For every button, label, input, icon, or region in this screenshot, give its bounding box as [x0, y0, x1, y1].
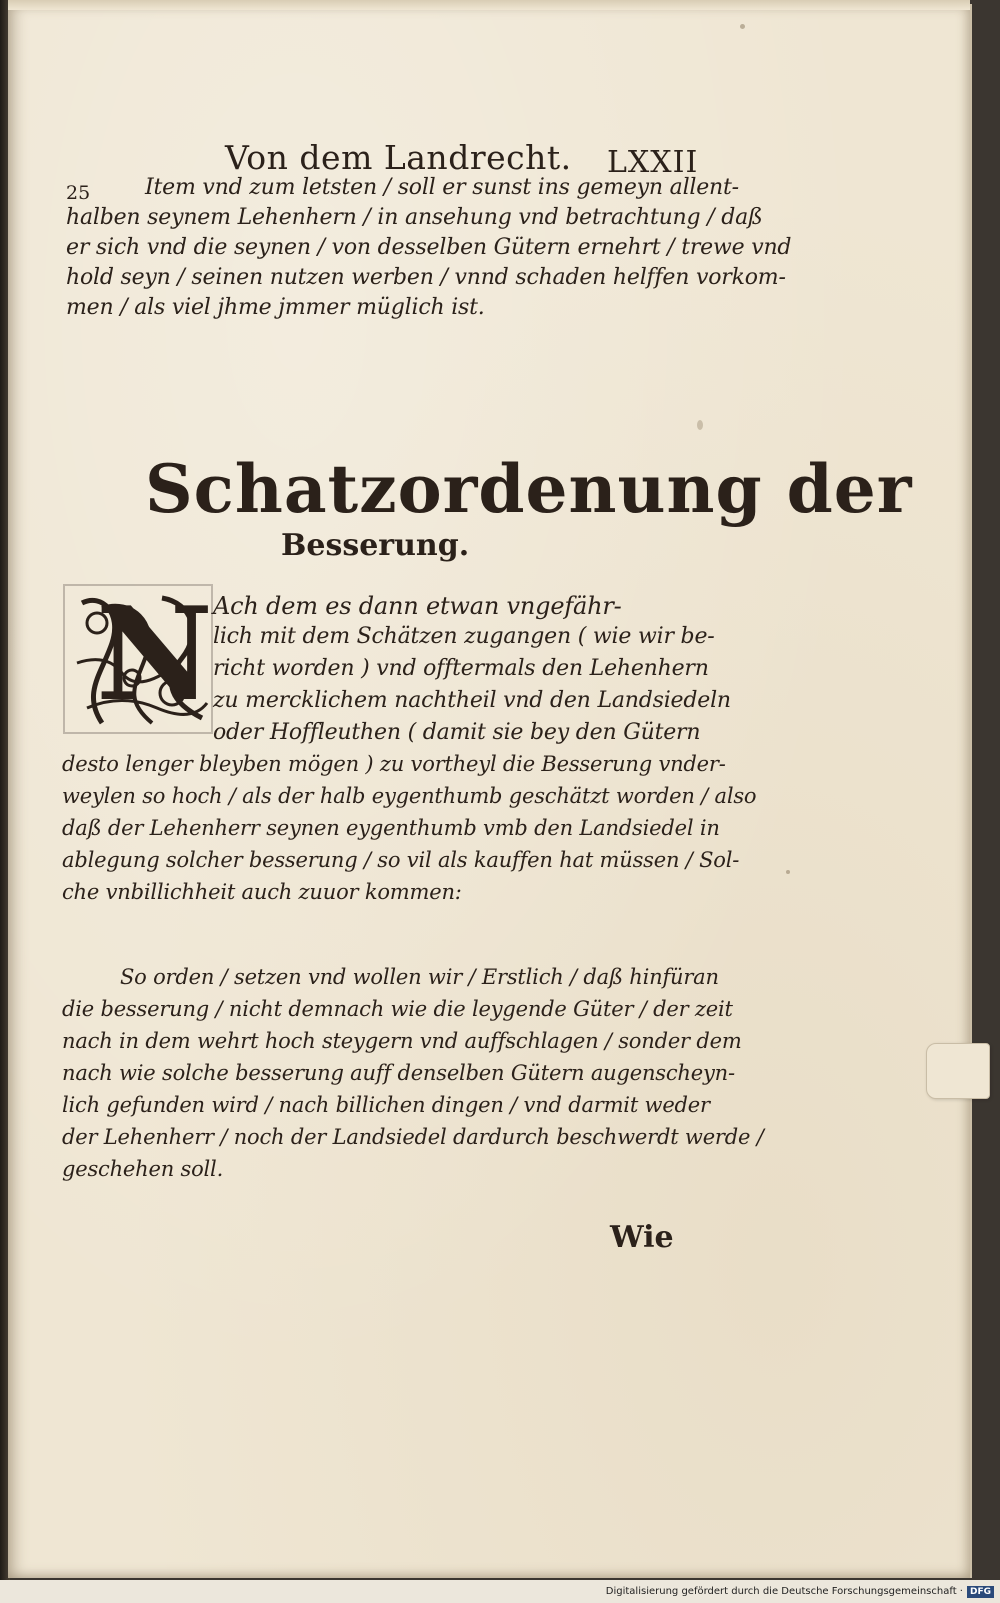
page-tab-marker: [926, 1043, 990, 1099]
text-line: weylen so hoch / als der halb eygenthumb geschätzt worden / also: [62, 784, 757, 808]
page-top-edge: [8, 0, 970, 10]
paper-spot: [786, 870, 790, 874]
catchword: Wie: [610, 1220, 674, 1255]
text-line: che vnbillichheit auch zuuor kommen:: [62, 880, 462, 904]
text-line: halben seynem Lehenhern / in ansehung vnd betrachtung / daß: [66, 205, 763, 230]
dfg-logo: DFG: [967, 1586, 994, 1598]
text-line: hold seyn / seinen nutzen werben / vnnd schaden helffen vorkom-: [66, 265, 786, 290]
text-line: zu mercklichem nachtheil vnd den Landsiedeln: [213, 688, 731, 713]
text-line: lich gefunden wird / nach billichen dingen / vnd darmit weder: [62, 1093, 710, 1117]
text-line: daß der Lehenherr seynen eygenthumb vmb den Landsiedel in: [62, 816, 720, 840]
text-line: nach in dem wehrt hoch steygern vnd auffschlagen / sonder dem: [62, 1029, 742, 1053]
text-line: Item vnd zum letsten / soll er sunst ins gemeyn allent-: [145, 175, 739, 200]
running-title: Von dem Landrecht.: [225, 138, 572, 177]
item-number: 25: [66, 182, 91, 204]
initial-letter: N: [96, 580, 213, 730]
paper-spot: [697, 420, 703, 430]
text-line: oder Hoffleuthen ( damit sie bey den Gütern: [213, 720, 701, 745]
footer-credit: Digitalisierung gefördert durch die Deutsche Forschungsgemeinschaft ·: [605, 1586, 963, 1597]
text-line: men / als viel jhme jmmer müglich ist.: [66, 295, 485, 320]
text-line: So orden / setzen vnd wollen wir / Erstlich / daß hinfüran: [120, 965, 719, 989]
section-subtitle: Besserung.: [281, 528, 470, 563]
text-line: die besserung / nicht demnach wie die leygende Güter / der zeit: [62, 997, 733, 1021]
paper-spot: [740, 24, 745, 29]
text-line: er sich vnd die seynen / von desselben Gütern ernehrt / trewe vnd: [66, 235, 792, 260]
text-line: richt worden ) vnd offtermals den Lehenhern: [213, 656, 709, 681]
footer-credit-bar: [0, 1580, 1000, 1603]
text-line: der Lehenherr / noch der Landsiedel dardurch beschwerdt werde /: [62, 1125, 764, 1149]
text-line: nach wie solche besserung auff denselben Gütern augenscheyn-: [62, 1061, 735, 1085]
text-line: Ach dem es dann etwan vngefähr-: [213, 592, 622, 620]
text-line: ablegung solcher besserung / so vil als kauffen hat müssen / Sol-: [62, 848, 740, 872]
decorated-initial: [62, 580, 214, 735]
text-line: geschehen soll.: [62, 1157, 224, 1181]
text-line: desto lenger bleyben mögen ) zu vortheyl die Besserung vnder-: [62, 752, 726, 776]
text-line: lich mit dem Schätzen zugangen ( wie wir be-: [213, 624, 715, 649]
folio-number: LXXII: [607, 145, 699, 180]
section-title: Schatzordenung der: [145, 450, 913, 528]
